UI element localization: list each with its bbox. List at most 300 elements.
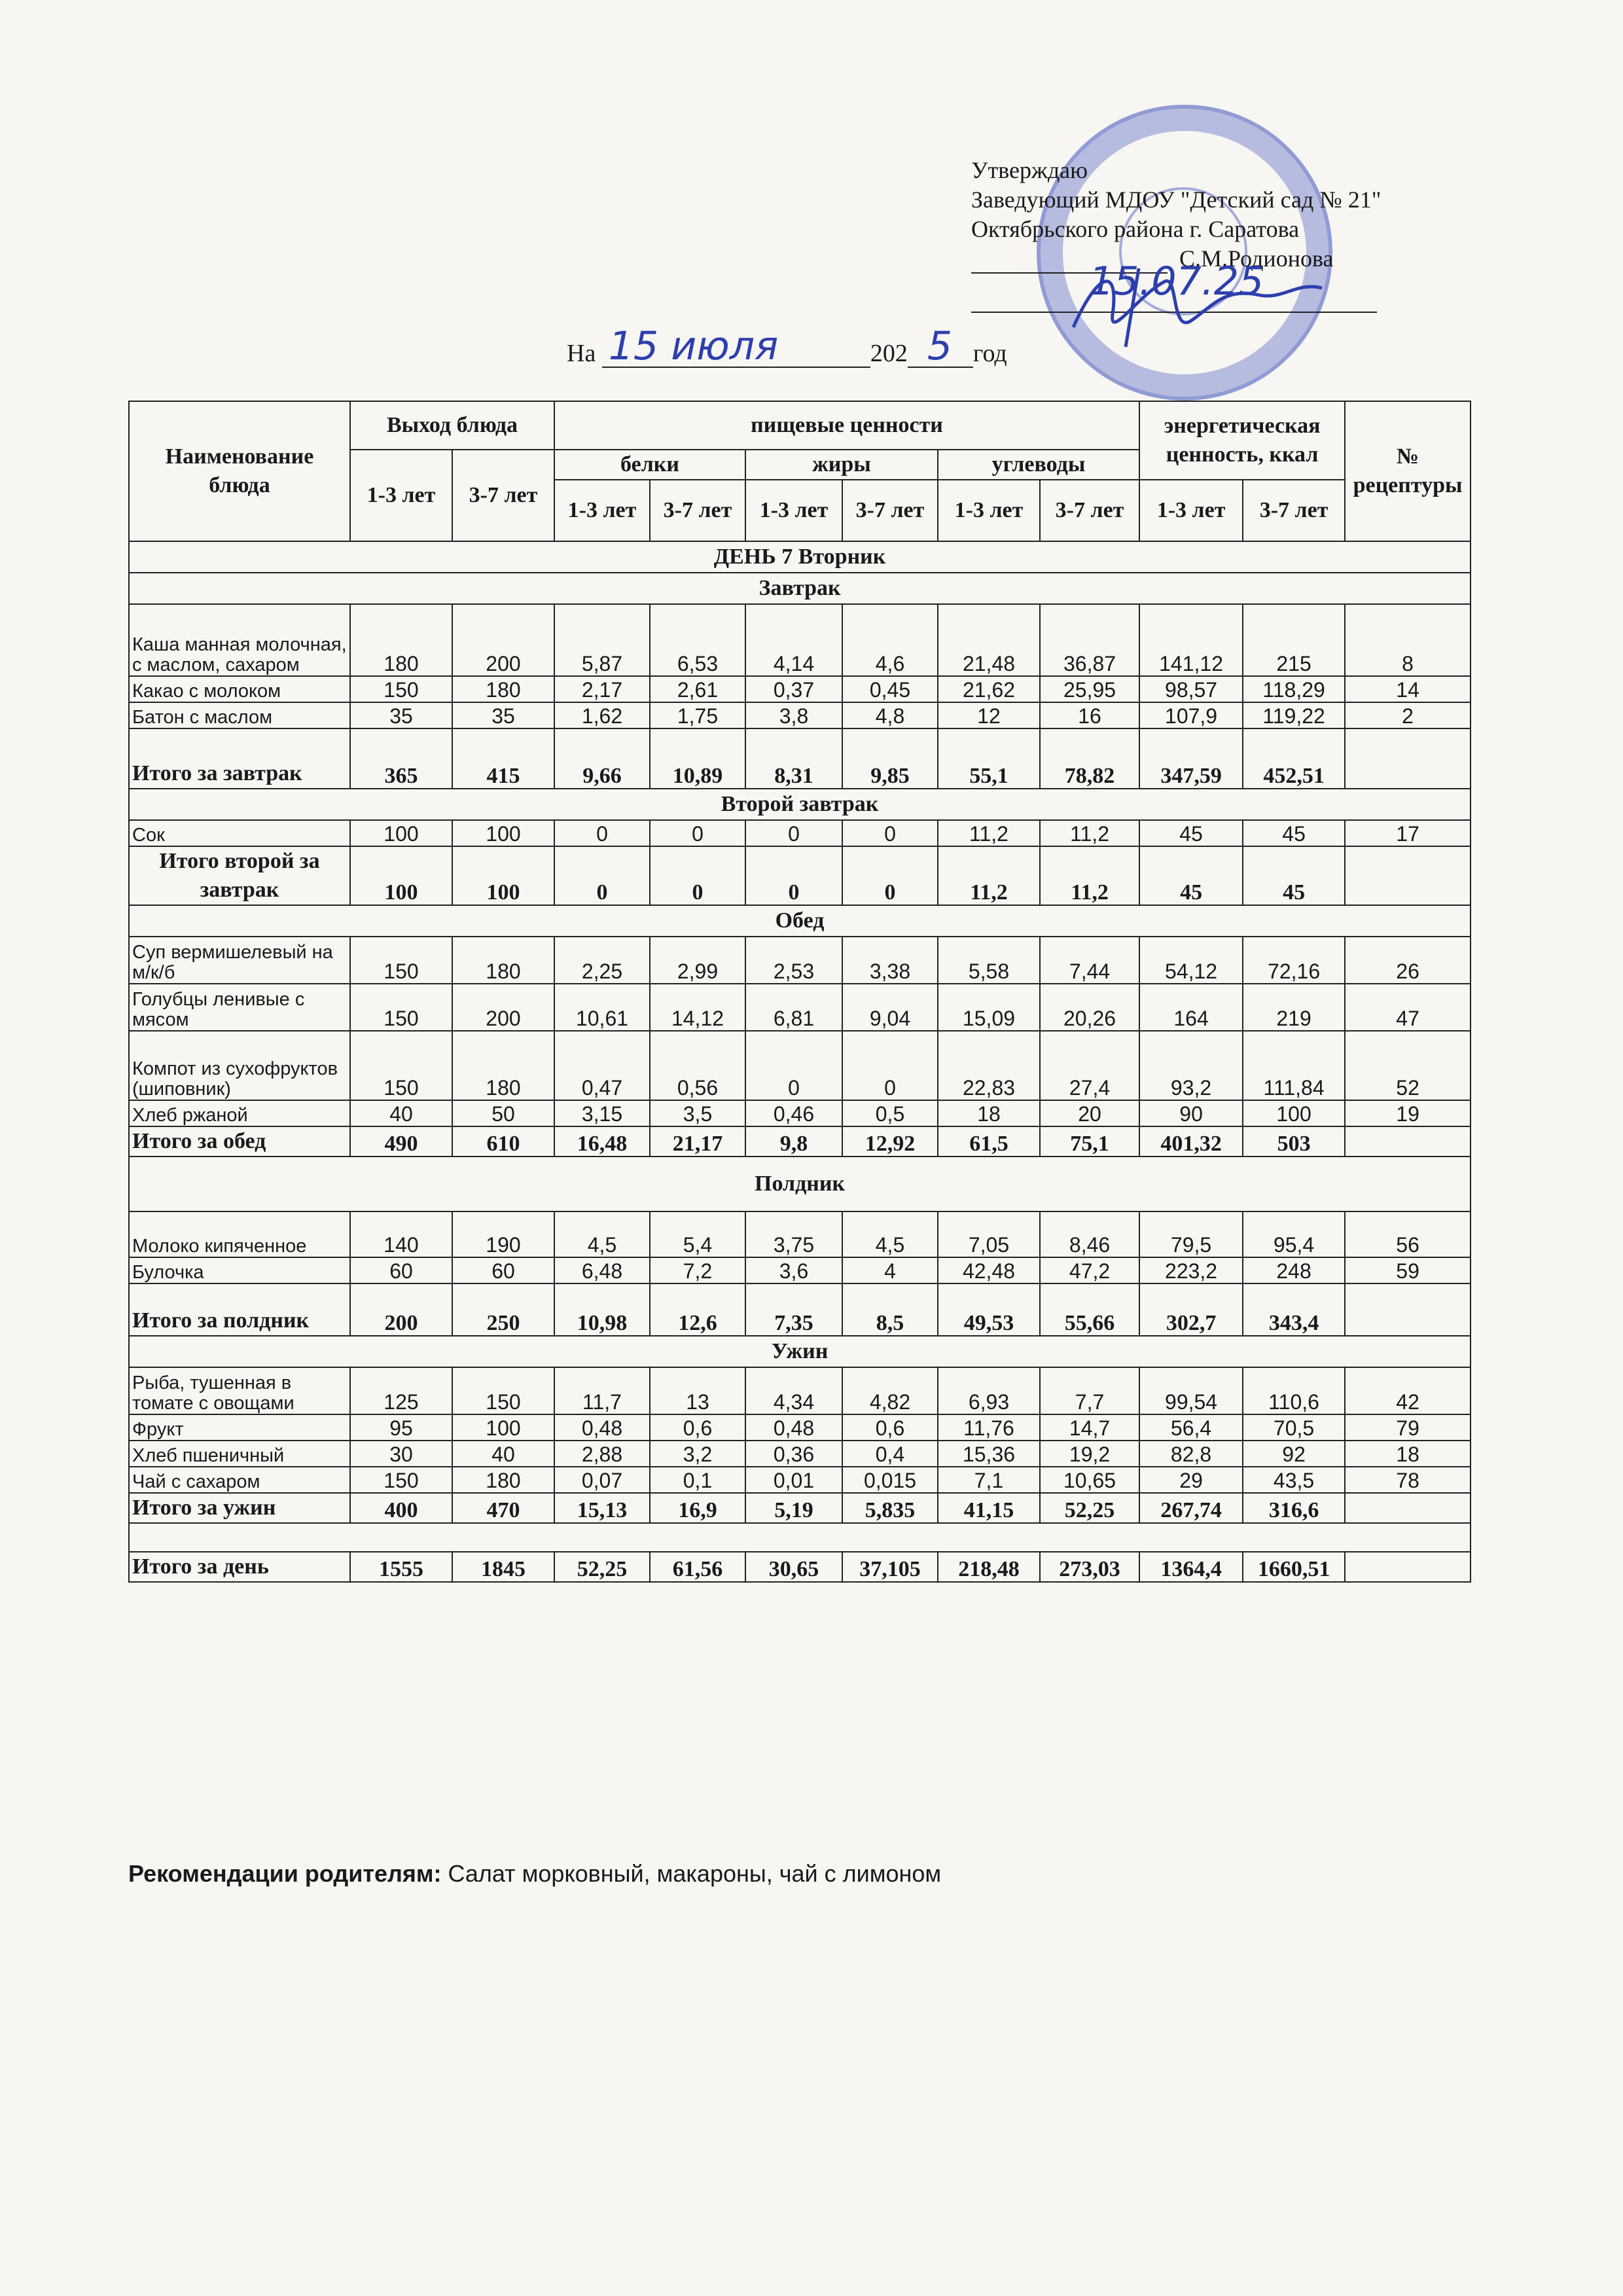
value-cell: 1,62 (554, 702, 650, 728)
value-cell: 0 (554, 820, 650, 846)
value-cell: 19 (1345, 1100, 1471, 1126)
dish-name: Булочка (129, 1257, 350, 1283)
value-cell: 9,66 (554, 728, 650, 789)
value-cell: 150 (350, 1031, 452, 1100)
value-cell: 6,48 (554, 1257, 650, 1283)
value-cell: 47,2 (1040, 1257, 1139, 1283)
value-cell: 20 (1040, 1100, 1139, 1126)
table-row (129, 676, 1471, 702)
col-carbs-age1: 1-3 лет (938, 480, 1040, 541)
value-cell: 7,1 (938, 1467, 1040, 1493)
value-cell: 45 (1243, 820, 1345, 846)
value-cell: 30,65 (745, 1552, 842, 1582)
value-cell: 60 (452, 1257, 554, 1283)
value-cell: 273,03 (1040, 1552, 1139, 1582)
value-cell: 190 (452, 1211, 554, 1257)
table-row (129, 604, 1471, 676)
value-cell: 0,6 (842, 1414, 938, 1441)
value-cell: 12 (938, 702, 1040, 728)
value-cell (1345, 1552, 1471, 1582)
value-cell: 10,89 (650, 728, 745, 789)
value-cell: 343,4 (1243, 1283, 1345, 1336)
value-cell: 11,2 (938, 820, 1040, 846)
value-cell: 16,48 (554, 1126, 650, 1157)
value-cell: 141,12 (1139, 604, 1243, 676)
table-row (129, 1100, 1471, 1126)
total-label: Итого за полдник (129, 1283, 350, 1336)
value-cell: 61,5 (938, 1126, 1040, 1157)
value-cell: 15,13 (554, 1493, 650, 1523)
signature-scribble (1060, 255, 1335, 353)
value-cell: 11,7 (554, 1367, 650, 1414)
value-cell: 45 (1139, 820, 1243, 846)
value-cell: 452,51 (1243, 728, 1345, 789)
value-cell: 100 (452, 846, 554, 905)
value-cell: 150 (350, 676, 452, 702)
value-cell: 90 (1139, 1100, 1243, 1126)
value-cell: 75,1 (1040, 1126, 1139, 1157)
value-cell: 0,46 (745, 1100, 842, 1126)
value-cell: 0,01 (745, 1467, 842, 1493)
dish-name: Голубцы ленивые с мясом (129, 984, 350, 1031)
value-cell: 43,5 (1243, 1467, 1345, 1493)
value-cell (1345, 846, 1471, 905)
value-cell: 200 (452, 604, 554, 676)
value-cell: 54,12 (1139, 937, 1243, 984)
table-row (129, 1467, 1471, 1493)
value-cell: 3,5 (650, 1100, 745, 1126)
value-cell: 316,6 (1243, 1493, 1345, 1523)
value-cell: 110,6 (1243, 1367, 1345, 1414)
value-cell: 8,5 (842, 1283, 938, 1336)
value-cell: 9,85 (842, 728, 938, 789)
value-cell: 78,82 (1040, 728, 1139, 789)
value-cell (1345, 728, 1471, 789)
value-cell: 45 (1139, 846, 1243, 905)
value-cell: 4 (842, 1257, 938, 1283)
value-cell: 610 (452, 1126, 554, 1157)
value-cell: 50 (452, 1100, 554, 1126)
total-row (129, 846, 1471, 905)
section-title: Второй завтрак (129, 789, 1471, 820)
value-cell: 82,8 (1139, 1441, 1243, 1467)
value-cell: 9,04 (842, 984, 938, 1031)
value-cell: 42,48 (938, 1257, 1040, 1283)
value-cell: 4,82 (842, 1367, 938, 1414)
dish-name: Фрукт (129, 1414, 350, 1441)
value-cell: 2,17 (554, 676, 650, 702)
value-cell: 100 (452, 820, 554, 846)
value-cell: 36,87 (1040, 604, 1139, 676)
value-cell: 55,66 (1040, 1283, 1139, 1336)
col-carbs-age2: 3-7 лет (1040, 480, 1139, 541)
value-cell: 0,1 (650, 1467, 745, 1493)
value-cell: 10,65 (1040, 1467, 1139, 1493)
menu-date (567, 323, 1007, 369)
value-cell: 223,2 (1139, 1257, 1243, 1283)
value-cell: 3,8 (745, 702, 842, 728)
value-cell: 11,76 (938, 1414, 1040, 1441)
value-cell: 401,32 (1139, 1126, 1243, 1157)
value-cell: 180 (452, 937, 554, 984)
value-cell: 0,07 (554, 1467, 650, 1493)
value-cell: 79 (1345, 1414, 1471, 1441)
value-cell: 100 (452, 1414, 554, 1441)
value-cell: 164 (1139, 984, 1243, 1031)
col-proteins: белки (554, 450, 745, 480)
value-cell: 7,05 (938, 1211, 1040, 1257)
value-cell: 2 (1345, 702, 1471, 728)
value-cell: 2,25 (554, 937, 650, 984)
value-cell: 12,92 (842, 1126, 938, 1157)
col-output-age1: 1-3 лет (350, 450, 452, 541)
value-cell: 0 (650, 820, 745, 846)
value-cell: 8,31 (745, 728, 842, 789)
value-cell: 42 (1345, 1367, 1471, 1414)
col-output: Выход блюда (350, 401, 554, 450)
value-cell: 15,36 (938, 1441, 1040, 1467)
value-cell: 0 (745, 1031, 842, 1100)
value-cell: 70,5 (1243, 1414, 1345, 1441)
value-cell: 8,46 (1040, 1211, 1139, 1257)
day-total-label: Итого за день (129, 1552, 350, 1582)
col-output-age2: 3-7 лет (452, 450, 554, 541)
value-cell (1345, 1493, 1471, 1523)
total-row (129, 1126, 1471, 1157)
value-cell: 35 (452, 702, 554, 728)
value-cell: 0 (745, 846, 842, 905)
value-cell: 200 (452, 984, 554, 1031)
value-cell: 72,16 (1243, 937, 1345, 984)
value-cell: 200 (350, 1283, 452, 1336)
value-cell: 0,37 (745, 676, 842, 702)
value-cell: 14 (1345, 676, 1471, 702)
value-cell: 79,5 (1139, 1211, 1243, 1257)
col-nutrition: пищевые ценности (554, 401, 1139, 450)
value-cell: 470 (452, 1493, 554, 1523)
value-cell: 40 (452, 1441, 554, 1467)
value-cell: 16,9 (650, 1493, 745, 1523)
value-cell: 267,74 (1139, 1493, 1243, 1523)
section-title: Завтрак (129, 573, 1471, 604)
col-energy-age2: 3-7 лет (1243, 480, 1345, 541)
value-cell: 4,8 (842, 702, 938, 728)
section-title: Обед (129, 905, 1471, 937)
value-cell: 92 (1243, 1441, 1345, 1467)
value-cell: 22,83 (938, 1031, 1040, 1100)
value-cell: 150 (350, 1467, 452, 1493)
value-cell: 15,09 (938, 984, 1040, 1031)
total-label: Итого за обед (129, 1126, 350, 1157)
dish-name: Чай с сахаром (129, 1467, 350, 1493)
value-cell: 25,95 (1040, 676, 1139, 702)
value-cell: 95,4 (1243, 1211, 1345, 1257)
dish-name: Какао с молоком (129, 676, 350, 702)
on-label: На (567, 340, 596, 367)
col-energy: энергетическая ценность, ккал (1139, 401, 1345, 480)
approver-position: Заведующий МДОУ "Детский сад № 21" (971, 187, 1382, 213)
value-cell: 0,015 (842, 1467, 938, 1493)
value-cell: 26 (1345, 937, 1471, 984)
menu-table (128, 401, 1471, 1583)
value-cell: 8 (1345, 604, 1471, 676)
approve-label: Утверждаю (971, 157, 1088, 183)
value-cell: 347,59 (1139, 728, 1243, 789)
value-cell: 2,53 (745, 937, 842, 984)
total-row (129, 1283, 1471, 1336)
value-cell: 0 (554, 846, 650, 905)
recommendation-label: Рекомендации родителям: (128, 1860, 442, 1887)
value-cell: 100 (350, 846, 452, 905)
col-carbs: углеводы (938, 450, 1139, 480)
value-cell: 52,25 (554, 1552, 650, 1582)
value-cell: 3,2 (650, 1441, 745, 1467)
value-cell: 12,6 (650, 1283, 745, 1336)
total-label: Итого второй за завтрак (129, 846, 350, 905)
dish-name: Хлеб ржаной (129, 1100, 350, 1126)
table-row (129, 1441, 1471, 1467)
value-cell: 21,62 (938, 676, 1040, 702)
value-cell: 30 (350, 1441, 452, 1467)
value-cell: 56 (1345, 1211, 1471, 1257)
value-cell (1345, 1283, 1471, 1336)
value-cell: 21,48 (938, 604, 1040, 676)
value-cell: 0 (842, 846, 938, 905)
value-cell: 180 (452, 676, 554, 702)
value-cell: 41,15 (938, 1493, 1040, 1523)
value-cell: 0 (842, 820, 938, 846)
value-cell: 0,5 (842, 1100, 938, 1126)
value-cell: 11,2 (938, 846, 1040, 905)
value-cell: 40 (350, 1100, 452, 1126)
value-cell: 93,2 (1139, 1031, 1243, 1100)
recommendation (128, 1860, 941, 1888)
col-proteins-age2: 3-7 лет (650, 480, 745, 541)
value-cell: 5,87 (554, 604, 650, 676)
value-cell: 7,2 (650, 1257, 745, 1283)
dish-name: Сок (129, 820, 350, 846)
value-cell: 415 (452, 728, 554, 789)
value-cell: 2,88 (554, 1441, 650, 1467)
value-cell: 1845 (452, 1552, 554, 1582)
value-cell: 0 (745, 820, 842, 846)
value-cell: 52 (1345, 1031, 1471, 1100)
total-row (129, 1493, 1471, 1523)
table-row (129, 937, 1471, 984)
value-cell: 1,75 (650, 702, 745, 728)
value-cell: 29 (1139, 1467, 1243, 1493)
value-cell: 78 (1345, 1467, 1471, 1493)
value-cell: 0,36 (745, 1441, 842, 1467)
day-total-row (129, 1552, 1471, 1582)
recommendation-text: Салат морковный, макароны, чай с лимоном (441, 1860, 942, 1887)
value-cell: 9,8 (745, 1126, 842, 1157)
dish-name: Каша манная молочная, с маслом, сахаром (129, 604, 350, 676)
value-cell: 111,84 (1243, 1031, 1345, 1100)
table-row (129, 1414, 1471, 1441)
value-cell: 56,4 (1139, 1414, 1243, 1441)
value-cell: 302,7 (1139, 1283, 1243, 1336)
value-cell: 55,1 (938, 728, 1040, 789)
dish-name: Молоко кипяченное (129, 1211, 350, 1257)
value-cell: 107,9 (1139, 702, 1243, 728)
value-cell: 0,47 (554, 1031, 650, 1100)
col-recipe: № рецептуры (1345, 401, 1471, 541)
value-cell: 503 (1243, 1126, 1345, 1157)
value-cell: 4,5 (554, 1211, 650, 1257)
year-prefix: 202 (870, 340, 908, 367)
spacer-row (129, 1523, 1471, 1552)
col-name: Наименование блюда (129, 401, 350, 541)
value-cell: 27,4 (1040, 1031, 1139, 1100)
year-suffix: год (972, 340, 1007, 367)
value-cell: 7,44 (1040, 937, 1139, 984)
value-cell: 19,2 (1040, 1441, 1139, 1467)
value-cell: 0,48 (554, 1414, 650, 1441)
value-cell: 180 (452, 1467, 554, 1493)
value-cell: 13 (650, 1367, 745, 1414)
value-cell: 119,22 (1243, 702, 1345, 728)
value-cell: 10,98 (554, 1283, 650, 1336)
value-cell: 219 (1243, 984, 1345, 1031)
col-fats-age2: 3-7 лет (842, 480, 938, 541)
value-cell: 52,25 (1040, 1493, 1139, 1523)
table-row (129, 1211, 1471, 1257)
value-cell: 215 (1243, 604, 1345, 676)
value-cell: 3,75 (745, 1211, 842, 1257)
value-cell: 125 (350, 1367, 452, 1414)
value-cell: 218,48 (938, 1552, 1040, 1582)
section-title: Ужин (129, 1336, 1471, 1367)
value-cell: 4,5 (842, 1211, 938, 1257)
value-cell: 35 (350, 702, 452, 728)
table-row (129, 984, 1471, 1031)
dish-name: Рыба, тушенная в томате с овощами (129, 1367, 350, 1414)
value-cell: 2,61 (650, 676, 745, 702)
value-cell: 400 (350, 1493, 452, 1523)
value-cell: 180 (452, 1031, 554, 1100)
col-fats: жиры (745, 450, 938, 480)
value-cell: 150 (350, 937, 452, 984)
value-cell: 99,54 (1139, 1367, 1243, 1414)
value-cell: 7,7 (1040, 1367, 1139, 1414)
value-cell: 6,81 (745, 984, 842, 1031)
value-cell: 18 (1345, 1441, 1471, 1467)
value-cell: 5,835 (842, 1493, 938, 1523)
value-cell: 37,105 (842, 1552, 938, 1582)
value-cell: 21,17 (650, 1126, 745, 1157)
value-cell: 3,38 (842, 937, 938, 984)
value-cell: 150 (350, 984, 452, 1031)
value-cell: 0,4 (842, 1441, 938, 1467)
value-cell: 1660,51 (1243, 1552, 1345, 1582)
value-cell: 45 (1243, 846, 1345, 905)
value-cell: 1555 (350, 1552, 452, 1582)
value-cell: 60 (350, 1257, 452, 1283)
value-cell: 140 (350, 1211, 452, 1257)
value-cell: 0,6 (650, 1414, 745, 1441)
value-cell: 0 (650, 846, 745, 905)
value-cell: 20,26 (1040, 984, 1139, 1031)
value-cell: 47 (1345, 984, 1471, 1031)
col-proteins-age1: 1-3 лет (554, 480, 650, 541)
value-cell: 3,6 (745, 1257, 842, 1283)
value-cell: 14,12 (650, 984, 745, 1031)
value-cell: 1364,4 (1139, 1552, 1243, 1582)
day-title: ДЕНЬ 7 Вторник (129, 541, 1471, 573)
dish-name: Суп вермишелевый на м/к/б (129, 937, 350, 984)
value-cell: 3,15 (554, 1100, 650, 1126)
signer-name: С.М.Родионова (1179, 245, 1334, 272)
value-cell: 49,53 (938, 1283, 1040, 1336)
table-row (129, 1031, 1471, 1100)
value-cell: 4,34 (745, 1367, 842, 1414)
value-cell: 180 (350, 604, 452, 676)
value-cell: 5,19 (745, 1493, 842, 1523)
value-cell: 95 (350, 1414, 452, 1441)
dish-name: Хлеб пшеничный (129, 1441, 350, 1467)
value-cell: 17 (1345, 820, 1471, 846)
value-cell: 14,7 (1040, 1414, 1139, 1441)
table-row (129, 1367, 1471, 1414)
menu-body (129, 541, 1471, 1582)
value-cell: 490 (350, 1126, 452, 1157)
handwritten-year: 5 (927, 323, 952, 369)
value-cell (1345, 1126, 1471, 1157)
value-cell: 4,6 (842, 604, 938, 676)
value-cell: 248 (1243, 1257, 1345, 1283)
table-row (129, 702, 1471, 728)
value-cell: 4,14 (745, 604, 842, 676)
value-cell: 5,58 (938, 937, 1040, 984)
total-label: Итого за ужин (129, 1493, 350, 1523)
value-cell: 0,48 (745, 1414, 842, 1441)
value-cell: 16 (1040, 702, 1139, 728)
value-cell: 365 (350, 728, 452, 789)
value-cell: 250 (452, 1283, 554, 1336)
col-fats-age1: 1-3 лет (745, 480, 842, 541)
value-cell: 100 (350, 820, 452, 846)
dish-name: Компот из сухофруктов (шиповник) (129, 1031, 350, 1100)
total-row (129, 728, 1471, 789)
section-title: Полдник (129, 1157, 1471, 1211)
value-cell: 6,53 (650, 604, 745, 676)
value-cell: 10,61 (554, 984, 650, 1031)
value-cell: 61,56 (650, 1552, 745, 1582)
value-cell: 59 (1345, 1257, 1471, 1283)
approver-district: Октябрьского района г. Саратова (971, 216, 1300, 242)
value-cell: 11,2 (1040, 846, 1139, 905)
value-cell: 100 (1243, 1100, 1345, 1126)
col-energy-age1: 1-3 лет (1139, 480, 1243, 541)
value-cell: 0,45 (842, 676, 938, 702)
handwritten-day: 15 июля (608, 323, 779, 369)
total-label: Итого за завтрак (129, 728, 350, 789)
value-cell: 7,35 (745, 1283, 842, 1336)
value-cell: 150 (452, 1367, 554, 1414)
value-cell: 0 (842, 1031, 938, 1100)
table-row (129, 820, 1471, 846)
value-cell: 0,56 (650, 1031, 745, 1100)
value-cell: 118,29 (1243, 676, 1345, 702)
handwritten-approval-date: 15.07.25 (1089, 259, 1264, 304)
value-cell: 2,99 (650, 937, 745, 984)
value-cell: 11,2 (1040, 820, 1139, 846)
value-cell: 18 (938, 1100, 1040, 1126)
value-cell: 6,93 (938, 1367, 1040, 1414)
table-row (129, 1257, 1471, 1283)
value-cell: 98,57 (1139, 676, 1243, 702)
